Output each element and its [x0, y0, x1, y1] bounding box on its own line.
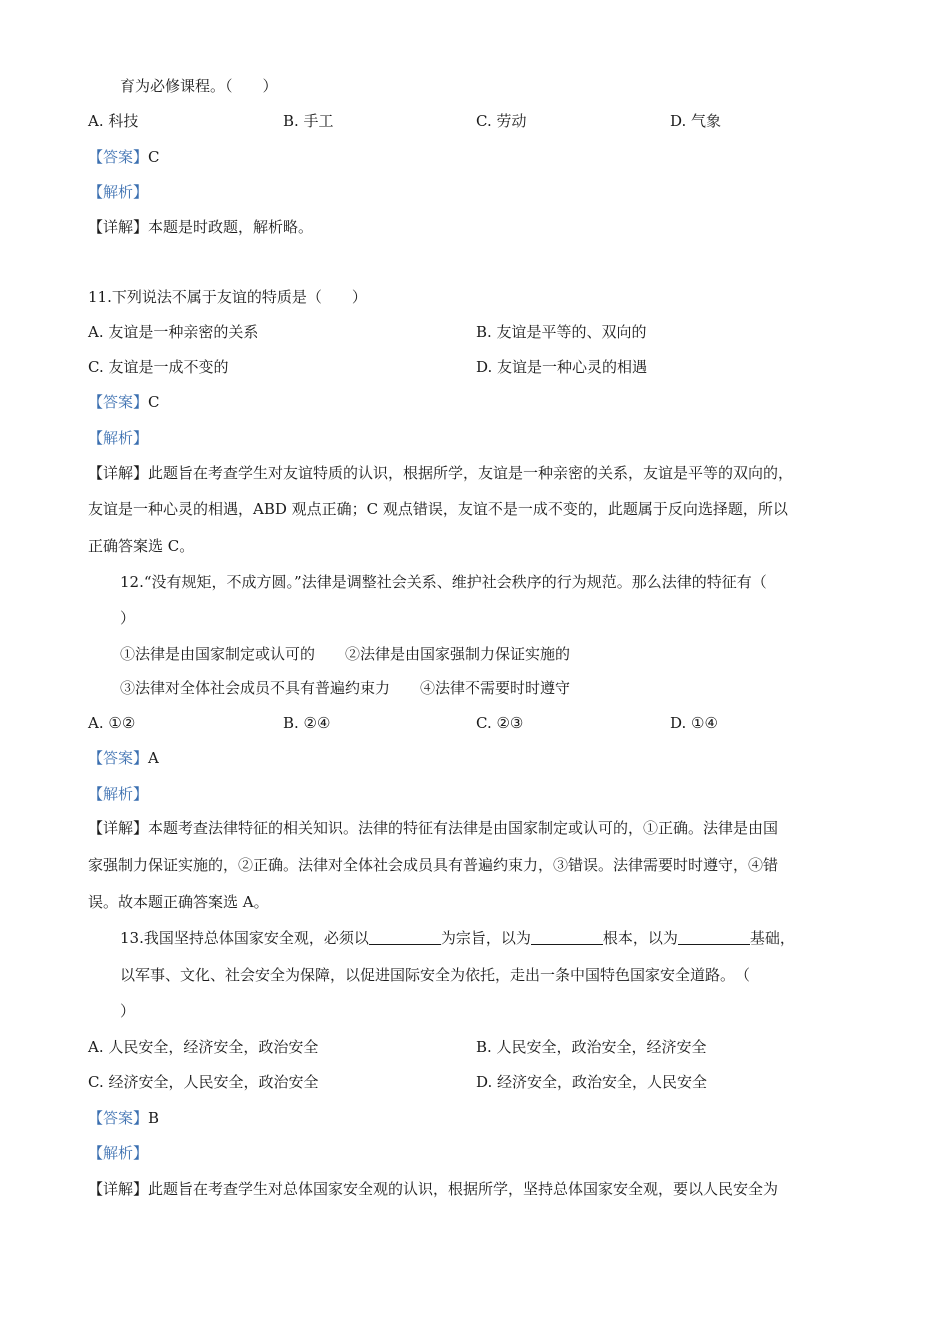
q13-analysis: [88, 1143, 148, 1163]
q11-options-row2: [88, 357, 868, 377]
q12-options: [88, 713, 868, 733]
q10-option-d: D. 气象: [670, 112, 722, 130]
q12-option-a: A. ①②: [88, 714, 136, 732]
q10-analysis: [88, 182, 148, 202]
q12-detail-line3: 误。故本题正确答案选 A。: [88, 893, 269, 911]
q13-options-row1: [88, 1037, 868, 1057]
q12-statements-line2: ③法律对全体社会成员不具有普遍约束力 ④法律不需要时时遵守: [120, 679, 571, 697]
q13-option-a: A. 人民安全，经济安全，政治安全: [88, 1038, 319, 1056]
q12-option-b: B. ②④: [283, 714, 331, 732]
q12-analysis: [88, 784, 148, 804]
fill-blank-2: [531, 930, 603, 945]
q10-option-a: A. 科技: [88, 112, 139, 130]
q11-detail-line2: 友谊是一种心灵的相遇，ABD 观点正确；C 观点错误，友谊不是一成不变的，此题属于反向选择题，所以: [88, 500, 788, 518]
q13-option-b: B. 人民安全，政治安全，经济安全: [476, 1038, 707, 1056]
q13-stem-line2: 以军事、文化、社会安全为保障，以促进国际安全为依托，走出一条中国特色国家安全道路。 （: [120, 966, 751, 984]
detail-text: 本题考查法律特征的相关知识。法律的特征有法律是由国家制定或认可的，①正确。法律是由国: [148, 819, 779, 837]
answer-tag: 【答案】: [88, 749, 149, 767]
detail-tag: 【详解】: [88, 218, 149, 236]
detail-tag: 【详解】: [88, 819, 149, 837]
q11-detail-line1: [88, 463, 793, 483]
analysis-tag: 【解析】: [88, 1144, 149, 1162]
detail-text: 此题旨在考查学生对总体国家安全观的认识，根据所学，坚持总体国家安全观，要以人民安全为: [148, 1180, 779, 1198]
detail-tag: 【详解】: [88, 1180, 149, 1198]
answer-value: A: [148, 749, 159, 767]
q10-options: [88, 111, 868, 131]
answer-value: C: [148, 393, 160, 411]
detail-tag: 【详解】: [88, 464, 149, 482]
analysis-tag: 【解析】: [88, 785, 149, 803]
fill-blank-3: [678, 930, 750, 945]
q13-stem-line1: [120, 928, 795, 948]
q13-stem-part2: 为宗旨，以为: [440, 929, 531, 947]
q13-option-c: C. 经济安全，人民安全，政治安全: [88, 1073, 319, 1091]
q11-option-d: D. 友谊是一种心灵的相遇: [476, 358, 648, 376]
q12-stem-line2: ）: [120, 609, 136, 627]
q11-stem: 11.下列说法不属于友谊的特质是（ ）: [88, 288, 367, 306]
q12-detail-line1: [88, 818, 778, 838]
q11-detail-line3: 正确答案选 C。: [88, 537, 195, 555]
q13-stem-part1: 13.我国坚持总体国家安全观，必须以: [120, 929, 369, 947]
q11-option-b: B. 友谊是平等的、双向的: [476, 323, 647, 341]
detail-text: 本题是时政题，解析略。: [148, 218, 314, 236]
q13-option-d: D. 经济安全，政治安全，人民安全: [476, 1073, 708, 1091]
analysis-tag: 【解析】: [88, 183, 149, 201]
q11-answer: [88, 392, 160, 412]
answer-tag: 【答案】: [88, 393, 149, 411]
q13-stem-part4: 基础，: [749, 929, 795, 947]
q11-option-a: A. 友谊是一种亲密的关系: [88, 323, 259, 341]
q13-stem-part3: 根本，以为: [602, 929, 678, 947]
q12-option-c: C. ②③: [476, 714, 524, 732]
q12-detail-line2: 家强制力保证实施的，②正确。法律对全体社会成员具有普遍约束力，③错误。法律需要时时遵守，④错: [88, 856, 779, 874]
answer-value: B: [148, 1109, 160, 1127]
answer-tag: 【答案】: [88, 1109, 149, 1127]
q10-detail: [88, 217, 313, 237]
q13-options-row2: [88, 1072, 868, 1092]
q10-answer: [88, 147, 160, 167]
analysis-tag: 【解析】: [88, 429, 149, 447]
q13-stem-line3: ）: [120, 1002, 136, 1020]
q12-option-d: D. ①④: [670, 714, 718, 732]
q10-stem-tail: 育为必修课程。（ ）: [120, 77, 278, 95]
q11-option-c: C. 友谊是一成不变的: [88, 358, 229, 376]
answer-value: C: [148, 148, 160, 166]
q12-answer: [88, 748, 159, 768]
q13-detail: [88, 1179, 778, 1199]
fill-blank-1: [369, 930, 441, 945]
q11-analysis: [88, 428, 148, 448]
q12-stem-line1: 12.“没有规矩，不成方圆。”法律是调整社会关系、维护社会秩序的行为规范。那么法律的特征有（: [120, 573, 767, 591]
q12-statements-line1: ①法律是由国家制定或认可的 ②法律是由国家强制力保证实施的: [120, 645, 571, 663]
answer-tag: 【答案】: [88, 148, 149, 166]
q11-options-row1: [88, 322, 868, 342]
q13-answer: [88, 1108, 159, 1128]
q10-option-b: B. 手工: [283, 112, 334, 130]
q10-option-c: C. 劳动: [476, 112, 527, 130]
detail-text: 此题旨在考查学生对友谊特质的认识，根据所学，友谊是一种亲密的关系，友谊是平等的双向的，: [148, 464, 794, 482]
